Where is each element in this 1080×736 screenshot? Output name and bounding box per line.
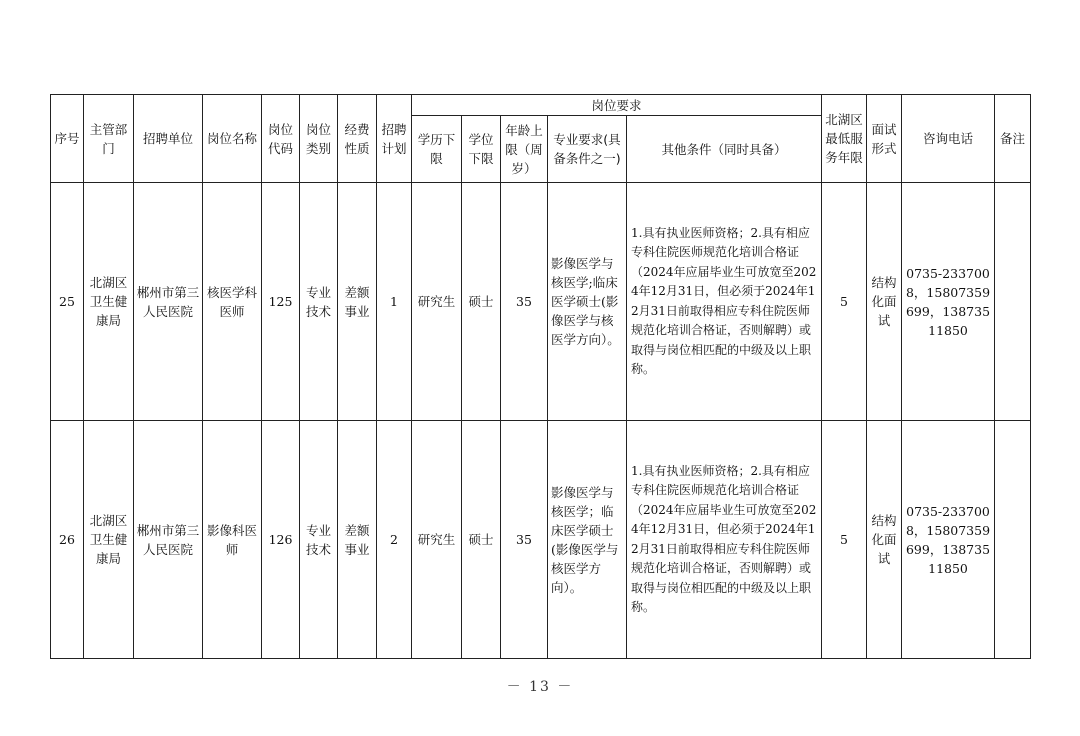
header-remark: 备注 bbox=[995, 95, 1031, 183]
cell-plan: 2 bbox=[377, 421, 412, 659]
table-row bbox=[51, 183, 1031, 421]
cell-seq: 26 bbox=[51, 421, 84, 659]
header-service: 北湖区最低服务年限 bbox=[822, 95, 867, 183]
cell-phone: 0735-2337008，15807359699，13873511850 bbox=[902, 421, 995, 659]
cell-post-name: 影像科医师 bbox=[203, 421, 262, 659]
header-plan: 招聘计划 bbox=[377, 95, 412, 183]
header-major: 专业要求(具备条件之一) bbox=[548, 116, 627, 183]
header-age: 年龄上限（周岁） bbox=[501, 116, 548, 183]
cell-remark bbox=[995, 421, 1031, 659]
cell-seq: 25 bbox=[51, 183, 84, 421]
table-row bbox=[51, 421, 1031, 659]
cell-age: 35 bbox=[501, 183, 548, 421]
cell-phone: 0735-2337008，15807359699，13873511850 bbox=[902, 183, 995, 421]
cell-education: 研究生 bbox=[412, 183, 462, 421]
cell-interview: 结构化面试 bbox=[867, 421, 902, 659]
cell-post-type: 专业技术 bbox=[300, 421, 338, 659]
cell-post-code: 125 bbox=[262, 183, 300, 421]
header-funding: 经费性质 bbox=[338, 95, 377, 183]
header-post-code: 岗位代码 bbox=[262, 95, 300, 183]
cell-dept: 北湖区卫生健康局 bbox=[84, 183, 134, 421]
cell-post-name: 核医学科医师 bbox=[203, 183, 262, 421]
header-interview: 面试形式 bbox=[867, 95, 902, 183]
cell-service: 5 bbox=[822, 421, 867, 659]
cell-major: 影像医学与核医学；临床医学硕士(影像医学与核医学方向）。 bbox=[548, 421, 627, 659]
cell-interview: 结构化面试 bbox=[867, 183, 902, 421]
cell-post-type: 专业技术 bbox=[300, 183, 338, 421]
recruitment-table-sheet bbox=[50, 94, 1030, 659]
header-other: 其他条件（同时具备） bbox=[627, 116, 822, 183]
header-education: 学历下限 bbox=[412, 116, 462, 183]
cell-unit: 郴州市第三人民医院 bbox=[134, 421, 203, 659]
cell-remark bbox=[995, 183, 1031, 421]
header-phone: 咨询电话 bbox=[902, 95, 995, 183]
header-unit: 招聘单位 bbox=[134, 95, 203, 183]
header-post-name: 岗位名称 bbox=[203, 95, 262, 183]
cell-service: 5 bbox=[822, 183, 867, 421]
header-seq: 序号 bbox=[51, 95, 84, 183]
cell-funding: 差额事业 bbox=[338, 183, 377, 421]
header-degree: 学位下限 bbox=[462, 116, 501, 183]
header-requirements-group: 岗位要求 bbox=[412, 95, 822, 116]
cell-dept: 北湖区卫生健康局 bbox=[84, 421, 134, 659]
cell-degree: 硕士 bbox=[462, 421, 501, 659]
cell-degree: 硕士 bbox=[462, 183, 501, 421]
header-post-type: 岗位类别 bbox=[300, 95, 338, 183]
cell-other: 1.具有执业医师资格；2.具有相应专科住院医师规范化培训合格证（2024年应届毕业生可放宽至2024年12月31日，但必须于2024年12月31日前取得相应专科住院医师规范化培训合格证，否则解聘）或取得与岗位相匹配的中级及以上职称。 bbox=[627, 421, 822, 659]
recruitment-table bbox=[50, 94, 1031, 659]
cell-plan: 1 bbox=[377, 183, 412, 421]
cell-unit: 郴州市第三人民医院 bbox=[134, 183, 203, 421]
cell-other: 1.具有执业医师资格；2.具有相应专科住院医师规范化培训合格证（2024年应届毕业生可放宽至2024年12月31日，但必须于2024年12月31日前取得相应专科住院医师规范化培训合格证，否则解聘）或取得与岗位相匹配的中级及以上职称。 bbox=[627, 183, 822, 421]
page-number: － 13 － bbox=[506, 679, 574, 695]
cell-age: 35 bbox=[501, 421, 548, 659]
cell-funding: 差额事业 bbox=[338, 421, 377, 659]
cell-education: 研究生 bbox=[412, 421, 462, 659]
cell-major: 影像医学与核医学;临床医学硕士(影像医学与核医学方向）。 bbox=[548, 183, 627, 421]
header-dept: 主管部门 bbox=[84, 95, 134, 183]
cell-post-code: 126 bbox=[262, 421, 300, 659]
